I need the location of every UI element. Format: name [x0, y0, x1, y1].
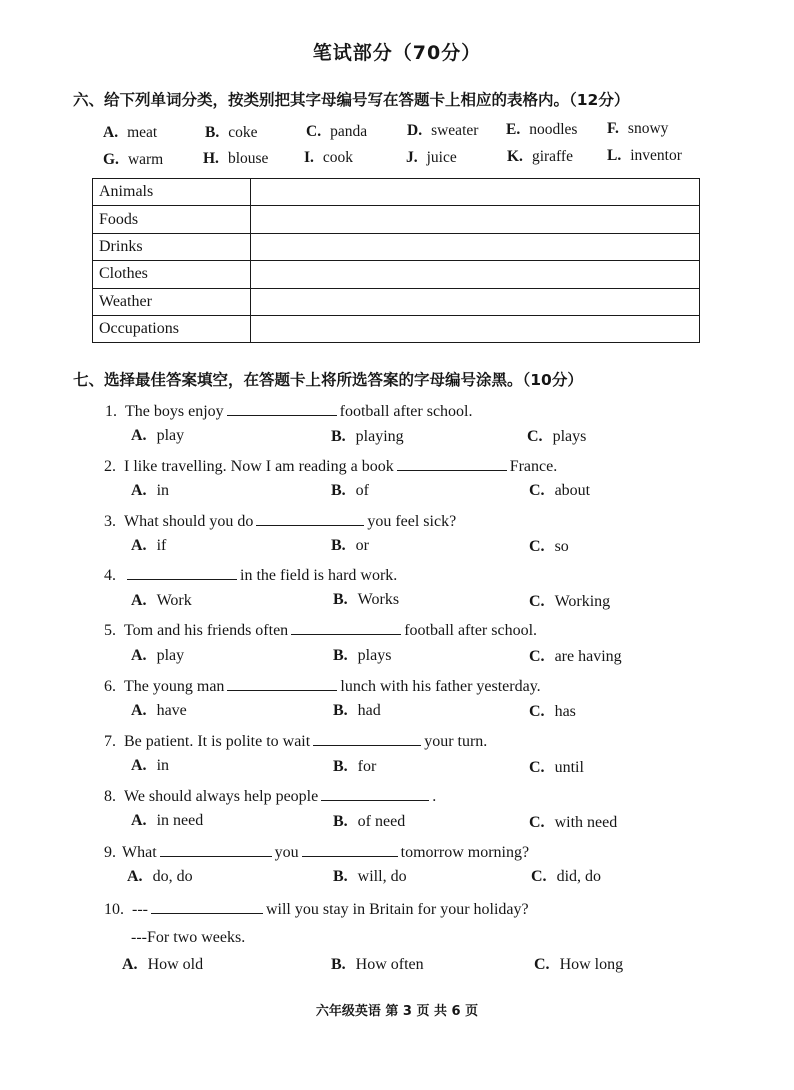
answer-cell[interactable] [251, 233, 700, 260]
option-c[interactable]: C. plays [527, 428, 587, 445]
option-a[interactable]: A. in [131, 757, 170, 774]
question-2: 2. I like travelling. Now I am reading a book France. [104, 458, 558, 475]
word-item: A. meat [103, 124, 158, 141]
question-10: 10. --- will you stay in Britain for your holiday? [104, 901, 529, 918]
question-4: 4. in the field is hard work. [104, 567, 398, 584]
option-b[interactable]: B. of [331, 482, 369, 499]
word-item: H. blouse [203, 150, 269, 167]
answer-blank[interactable] [321, 787, 429, 801]
option-c[interactable]: C. until [529, 759, 584, 776]
option-a[interactable]: A. do, do [127, 868, 193, 885]
option-b[interactable]: B. or [331, 537, 369, 554]
word-item: E. noodles [506, 121, 578, 138]
answer-cell[interactable] [251, 206, 700, 233]
classification-table [92, 178, 700, 343]
dialogue-reply: ---For two weeks. [131, 929, 246, 946]
option-a[interactable]: A. How old [122, 956, 204, 973]
answer-blank[interactable] [160, 843, 272, 857]
option-b[interactable]: B. of need [333, 813, 406, 830]
category-label: Foods [93, 206, 251, 233]
answer-cell[interactable] [251, 288, 700, 315]
option-a[interactable]: A. Work [131, 592, 192, 609]
option-b[interactable]: B. How often [331, 956, 424, 973]
page-footer: 六年级英语 第 3 页 共 6 页 [315, 1004, 479, 1019]
answer-blank[interactable] [291, 621, 401, 635]
word-item: I. cook [304, 149, 354, 166]
option-c[interactable]: C. so [529, 538, 569, 555]
option-b[interactable]: B. for [333, 758, 377, 775]
page-title: 笔试部分（70分） [312, 42, 482, 64]
option-c[interactable]: C. did, do [531, 868, 602, 885]
answer-blank[interactable] [127, 566, 237, 580]
option-a[interactable]: A. in [131, 482, 170, 499]
question-5: 5. Tom and his friends often football after school. [104, 622, 538, 639]
question-3: 3. What should you do you feel sick? [104, 513, 457, 530]
word-item: C. panda [306, 123, 368, 140]
word-item: D. sweater [407, 122, 479, 139]
option-c[interactable]: C. about [529, 482, 591, 499]
question-8: 8. We should always help people . [104, 788, 437, 805]
option-b[interactable]: B. had [333, 702, 381, 719]
table-row [93, 288, 700, 315]
answer-cell[interactable] [251, 261, 700, 288]
word-item: L. inventor [607, 147, 682, 164]
table-row [93, 261, 700, 288]
word-item: J. juice [406, 149, 457, 166]
option-a[interactable]: A. play [131, 427, 185, 444]
category-label: Clothes [93, 261, 251, 288]
question-9: 9. What you tomorrow morning? [104, 844, 530, 861]
word-item: B. coke [205, 124, 258, 141]
word-item: G. warm [103, 151, 164, 168]
answer-blank[interactable] [227, 402, 337, 416]
category-label: Animals [93, 179, 251, 206]
answer-blank[interactable] [302, 843, 398, 857]
option-c[interactable]: C. Working [529, 593, 611, 610]
word-item: K. giraffe [507, 148, 573, 165]
question-6: 6. The young man lunch with his father yesterday. [104, 678, 541, 695]
table-row [93, 315, 700, 342]
option-a[interactable]: A. have [131, 702, 187, 719]
answer-blank[interactable] [397, 457, 507, 471]
category-label: Drinks [93, 233, 251, 260]
table-row [93, 233, 700, 260]
answer-cell[interactable] [251, 179, 700, 206]
category-label: Occupations [93, 315, 251, 342]
option-c[interactable]: C. are having [529, 648, 622, 665]
question-1: 1. The boys enjoy football after school. [105, 403, 473, 420]
section6-heading: 六、给下列单词分类，按类别把其字母编号写在答题卡上相应的表格内。（12分） [73, 91, 630, 109]
option-a[interactable]: A. if [131, 537, 167, 554]
table-row [93, 179, 700, 206]
option-a[interactable]: A. play [131, 647, 185, 664]
answer-cell[interactable] [251, 315, 700, 342]
option-b[interactable]: B. will, do [333, 868, 407, 885]
word-item: F. snowy [607, 120, 669, 137]
answer-blank[interactable] [313, 732, 421, 746]
answer-blank[interactable] [151, 900, 263, 914]
option-a[interactable]: A. in need [131, 812, 204, 829]
answer-blank[interactable] [256, 512, 364, 526]
option-c[interactable]: C. with need [529, 814, 618, 831]
option-b[interactable]: B. Works [333, 591, 400, 608]
option-c[interactable]: C. How long [534, 956, 624, 973]
answer-blank[interactable] [227, 677, 337, 691]
section7-heading: 七、选择最佳答案填空，在答题卡上将所选答案的字母编号涂黑。（10分） [73, 371, 583, 389]
table-row [93, 206, 700, 233]
question-7: 7. Be patient. It is polite to wait your turn. [104, 733, 488, 750]
option-b[interactable]: B. playing [331, 428, 404, 445]
option-b[interactable]: B. plays [333, 647, 392, 664]
option-c[interactable]: C. has [529, 703, 576, 720]
category-label: Weather [93, 288, 251, 315]
